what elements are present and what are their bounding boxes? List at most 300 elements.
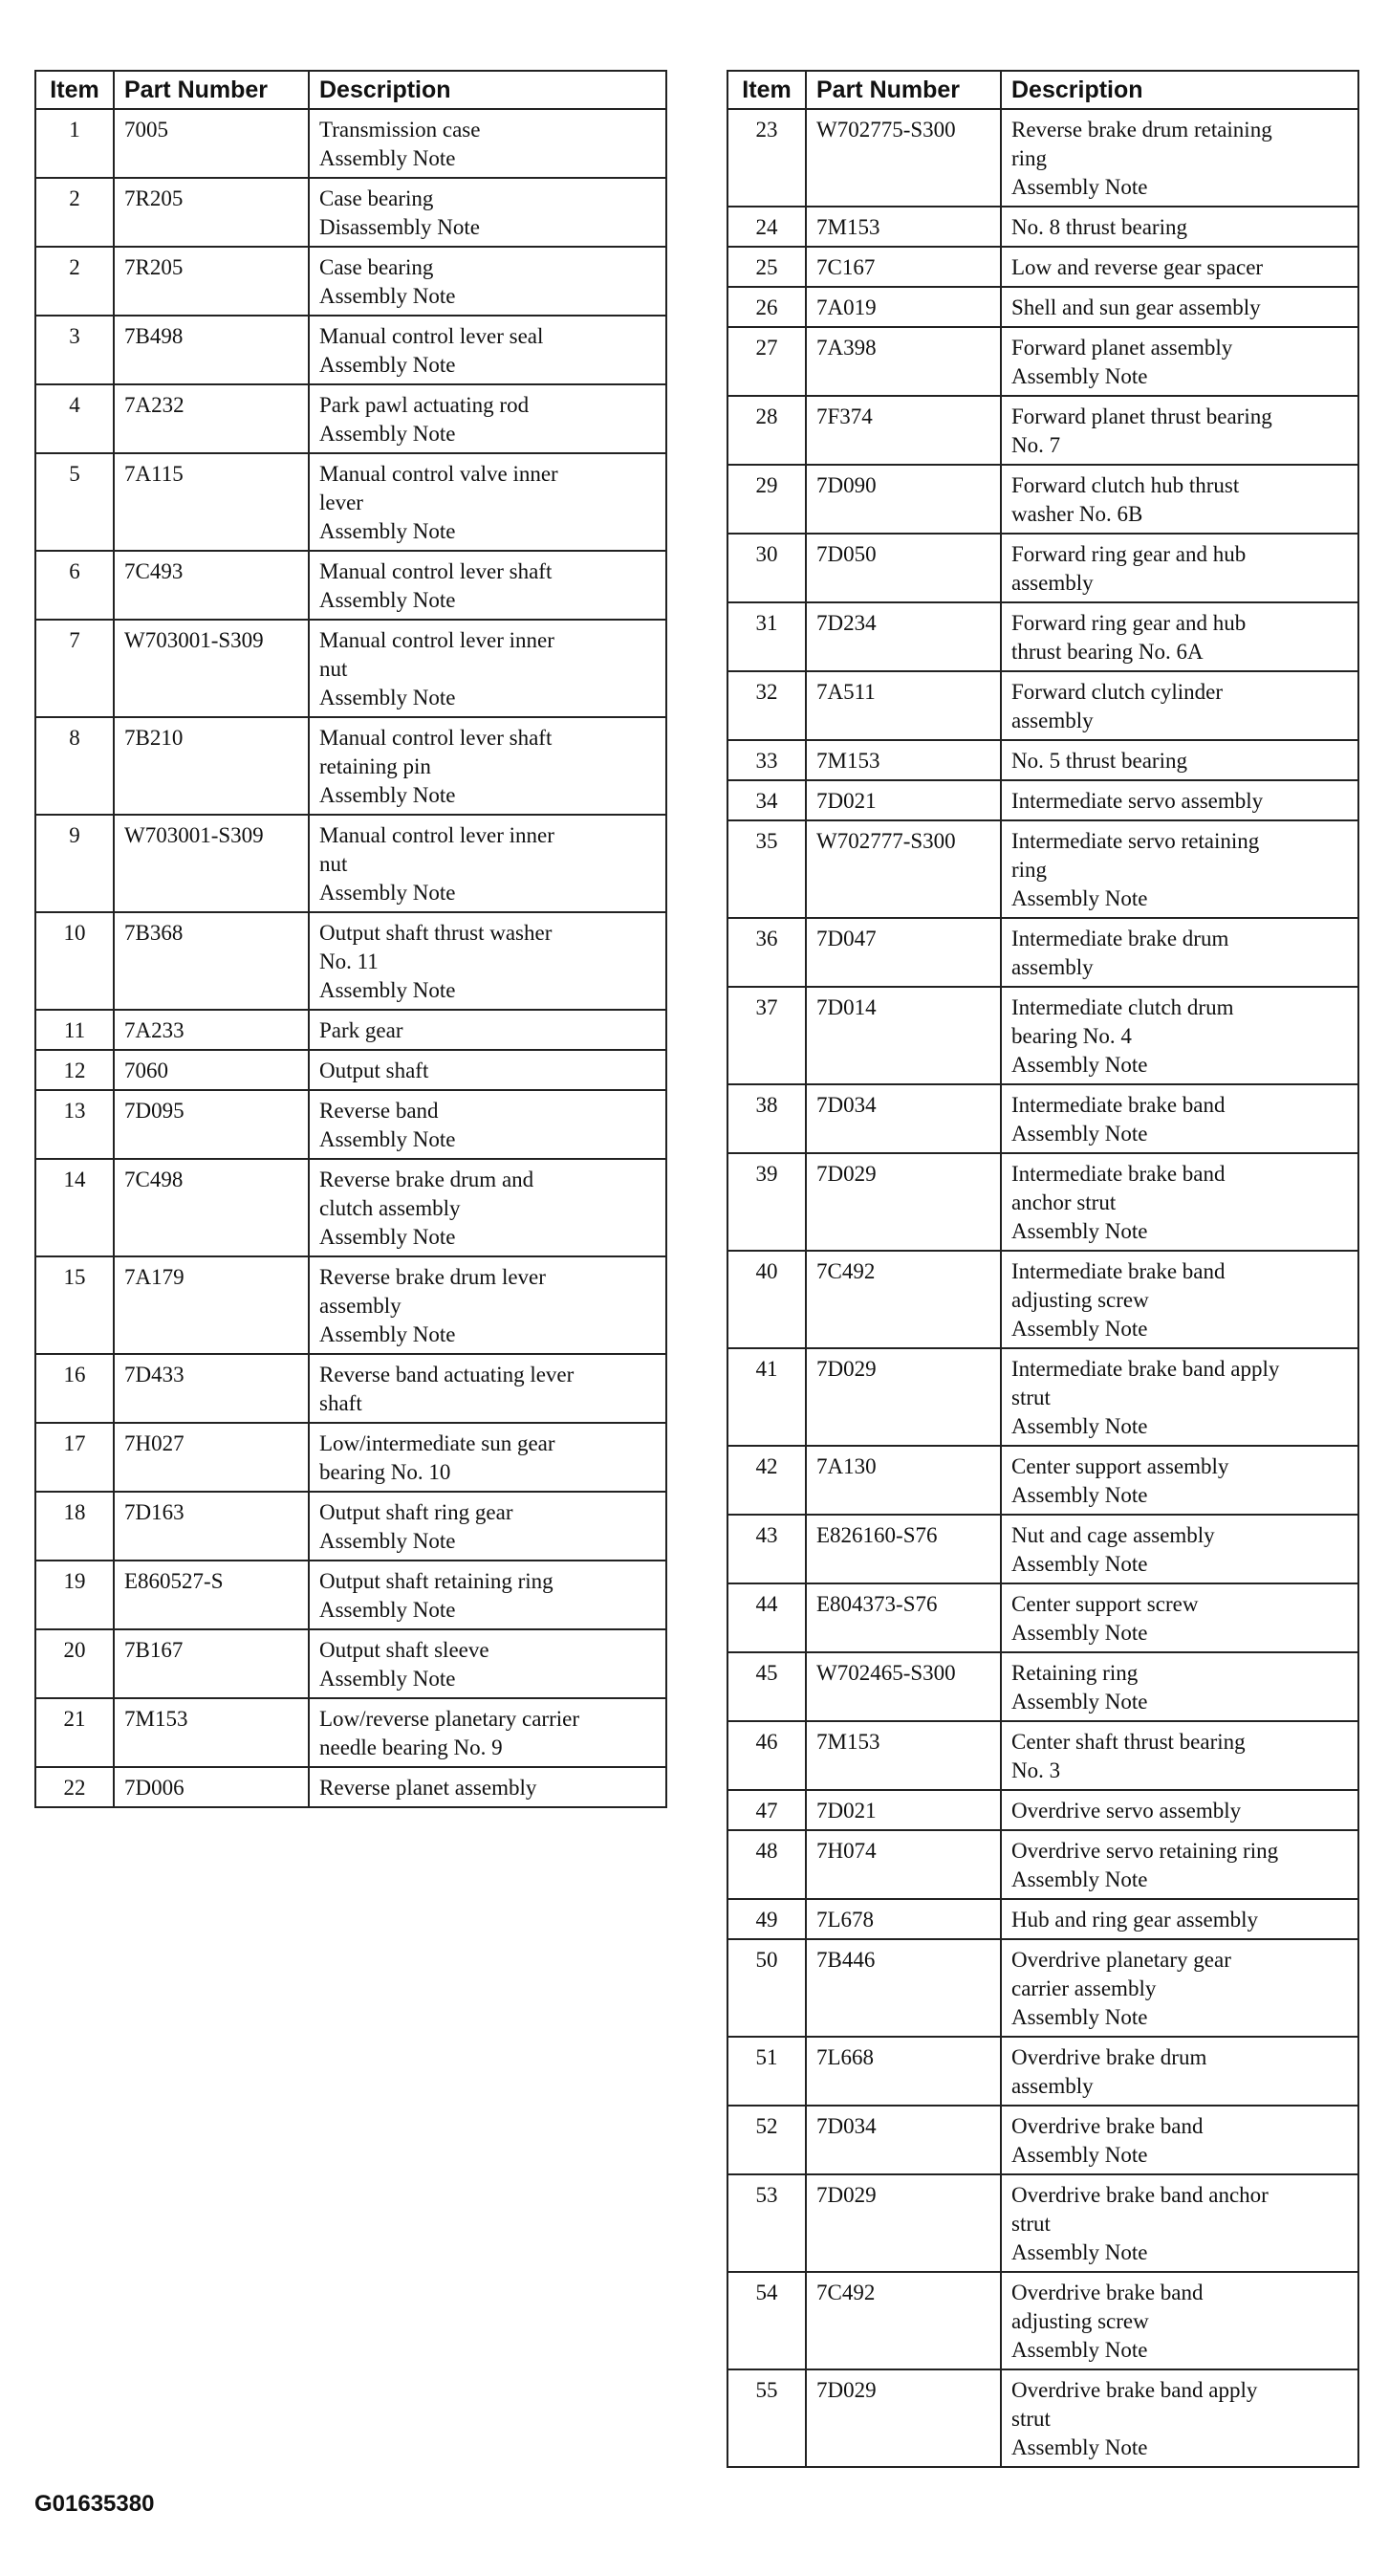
description-line: Manual control lever seal (319, 324, 544, 348)
description-line: Reverse brake drum retaining (1011, 118, 1272, 142)
description (309, 620, 666, 717)
table-row (727, 465, 1358, 534)
description-line: Nut and cage assembly (1011, 1523, 1215, 1547)
table-row (35, 1090, 666, 1159)
description (1001, 1583, 1358, 1652)
description-line: Assembly Note (319, 1529, 456, 1553)
part-number: 7D050 (806, 534, 1001, 602)
description (309, 1159, 666, 1256)
table-row (727, 1153, 1358, 1251)
table-row (35, 453, 666, 551)
item-number: 21 (35, 1698, 114, 1767)
part-number: W702775-S300 (806, 109, 1001, 207)
table-row (35, 1561, 666, 1629)
item-number: 47 (727, 1790, 806, 1830)
description-line: adjusting screw (1011, 1288, 1149, 1312)
description-line: strut (1011, 1386, 1051, 1409)
item-number: 39 (727, 1153, 806, 1251)
table-row (727, 918, 1358, 987)
description (1001, 1446, 1358, 1515)
description-line: Center shaft thrust bearing (1011, 1730, 1246, 1754)
description-line: Shell and sun gear assembly (1011, 295, 1261, 319)
header-part-number: Part Number (806, 71, 1001, 109)
description-line: Manual control lever inner (319, 628, 554, 652)
description-line: No. 8 thrust bearing (1011, 215, 1187, 239)
description (1001, 534, 1358, 602)
part-number: 7D047 (806, 918, 1001, 987)
description-line: adjusting screw (1011, 2309, 1149, 2333)
part-number: 7A019 (806, 287, 1001, 327)
part-number: 7B498 (114, 316, 309, 384)
description-line: Assembly Note (319, 686, 456, 709)
description-line: strut (1011, 2212, 1051, 2236)
description-line: Intermediate clutch drum (1011, 995, 1234, 1019)
description-line: Assembly Note (1011, 1690, 1148, 1714)
item-number: 31 (727, 602, 806, 671)
table-row (727, 671, 1358, 740)
table-row (727, 287, 1358, 327)
part-number: 7005 (114, 109, 309, 178)
part-number: 7M153 (806, 207, 1001, 247)
description-line: No. 11 (319, 950, 379, 973)
part-number: 7060 (114, 1050, 309, 1090)
item-number: 13 (35, 1090, 114, 1159)
description (1001, 1899, 1358, 1939)
description-line: Assembly Note (319, 1127, 456, 1151)
description (1001, 2272, 1358, 2369)
table-row (727, 534, 1358, 602)
table-row (35, 1256, 666, 1354)
part-number: 7H027 (114, 1423, 309, 1492)
part-number: W703001-S309 (114, 620, 309, 717)
description-line: Assembly Note (1011, 1414, 1148, 1438)
item-number: 50 (727, 1939, 806, 2037)
part-number: 7D163 (114, 1492, 309, 1561)
table-row (35, 1423, 666, 1492)
item-number: 3 (35, 316, 114, 384)
description-line: Assembly Note (319, 1598, 456, 1622)
part-number: 7B167 (114, 1629, 309, 1698)
table-row (35, 178, 666, 247)
description (309, 247, 666, 316)
item-number: 26 (727, 287, 806, 327)
description (1001, 1939, 1358, 2037)
description (309, 1629, 666, 1698)
description (1001, 1515, 1358, 1583)
description-line: Assembly Note (319, 783, 456, 807)
part-number: 7A115 (114, 453, 309, 551)
item-number: 30 (727, 534, 806, 602)
description (1001, 207, 1358, 247)
description (1001, 740, 1358, 780)
item-number: 25 (727, 247, 806, 287)
description (1001, 918, 1358, 987)
description (309, 1423, 666, 1492)
table-row (35, 551, 666, 620)
description-line: assembly (1011, 709, 1094, 732)
table-row (727, 780, 1358, 820)
table-row (727, 1084, 1358, 1153)
description-line: Assembly Note (1011, 2143, 1148, 2167)
description-line: Assembly Note (1011, 364, 1148, 388)
description-line: Reverse brake drum lever (319, 1265, 546, 1289)
description-line: assembly (1011, 2074, 1094, 2098)
description-line: Reverse band (319, 1099, 439, 1123)
table-row (35, 1492, 666, 1561)
description-line: assembly (1011, 571, 1094, 595)
item-number: 44 (727, 1583, 806, 1652)
item-number: 38 (727, 1084, 806, 1153)
description (1001, 987, 1358, 1084)
header-item: Item (727, 71, 806, 109)
item-number: 46 (727, 1721, 806, 1790)
part-number: 7B210 (114, 717, 309, 815)
description-line: Reverse band actuating lever (319, 1363, 575, 1386)
part-number: 7D029 (806, 1348, 1001, 1446)
item-number: 12 (35, 1050, 114, 1090)
parts-table-right (727, 70, 1359, 2468)
item-number: 28 (727, 396, 806, 465)
description-line: Overdrive brake drum (1011, 2045, 1207, 2069)
table-row (727, 1790, 1358, 1830)
description (309, 453, 666, 551)
description (1001, 287, 1358, 327)
description-line: Intermediate brake band apply (1011, 1357, 1280, 1381)
item-number: 43 (727, 1515, 806, 1583)
table-row (35, 316, 666, 384)
part-number: 7A232 (114, 384, 309, 453)
table-row (727, 109, 1358, 207)
parts-table-left (34, 70, 667, 1808)
part-number: 7A511 (806, 671, 1001, 740)
item-number: 11 (35, 1010, 114, 1050)
part-number: 7C493 (114, 551, 309, 620)
table-row (727, 1251, 1358, 1348)
description-line: Overdrive servo retaining ring (1011, 1839, 1279, 1863)
part-number: 7R205 (114, 178, 309, 247)
item-number: 33 (727, 740, 806, 780)
description (309, 1050, 666, 1090)
part-number: E860527-S (114, 1561, 309, 1629)
description-line: carrier assembly (1011, 1976, 1157, 2000)
description-line: bearing No. 4 (1011, 1024, 1132, 1048)
description-line: Case bearing (319, 255, 434, 279)
description (309, 1698, 666, 1767)
description-line: Retaining ring (1011, 1661, 1139, 1685)
header-item: Item (35, 71, 114, 109)
item-number: 16 (35, 1354, 114, 1423)
part-number: E804373-S76 (806, 1583, 1001, 1652)
description-line: Assembly Note (1011, 2338, 1148, 2362)
description-line: Low/intermediate sun gear (319, 1431, 555, 1455)
item-number: 19 (35, 1561, 114, 1629)
description-line: Overdrive brake band apply (1011, 2378, 1258, 2402)
description-line: No. 7 (1011, 433, 1061, 457)
description-line: Intermediate brake band (1011, 1162, 1226, 1186)
description-line: needle bearing No. 9 (319, 1736, 503, 1759)
item-number: 4 (35, 384, 114, 453)
description-line: lever (319, 491, 363, 514)
description-line: assembly (1011, 955, 1094, 979)
part-number: 7D029 (806, 1153, 1001, 1251)
part-number: 7C492 (806, 2272, 1001, 2369)
description-line: Forward planet thrust bearing (1011, 404, 1272, 428)
description-line: nut (319, 657, 348, 681)
description-line: Forward ring gear and hub (1011, 542, 1247, 566)
description-line: Overdrive brake band (1011, 2114, 1204, 2138)
description-line: Assembly Note (1011, 886, 1148, 910)
item-number: 34 (727, 780, 806, 820)
description-line: nut (319, 852, 348, 876)
item-number: 22 (35, 1767, 114, 1807)
table-row (35, 1354, 666, 1423)
description-line: Assembly Note (319, 588, 456, 612)
description-line: Assembly Note (319, 1322, 456, 1346)
table-row (35, 815, 666, 912)
description-line: Manual control lever shaft (319, 726, 553, 750)
table-row (35, 912, 666, 1010)
part-number: 7D029 (806, 2174, 1001, 2272)
table-row (727, 1446, 1358, 1515)
description-line: Assembly Note (319, 978, 456, 1002)
table-row (727, 2369, 1358, 2467)
part-number: 7L678 (806, 1899, 1001, 1939)
description (1001, 465, 1358, 534)
description-line: Forward clutch hub thrust (1011, 473, 1240, 497)
description-line: Assembly Note (319, 284, 456, 308)
table-row (727, 1583, 1358, 1652)
description (309, 717, 666, 815)
description (1001, 2037, 1358, 2106)
description (1001, 602, 1358, 671)
description (1001, 1721, 1358, 1790)
table-row (35, 1159, 666, 1256)
description-line: No. 5 thrust bearing (1011, 749, 1187, 773)
item-number: 5 (35, 453, 114, 551)
item-number: 7 (35, 620, 114, 717)
item-number: 51 (727, 2037, 806, 2106)
item-number: 55 (727, 2369, 806, 2467)
description-line: Transmission case (319, 118, 481, 142)
item-number: 14 (35, 1159, 114, 1256)
part-number: 7D014 (806, 987, 1001, 1084)
item-number: 36 (727, 918, 806, 987)
table-row (35, 1629, 666, 1698)
item-number: 9 (35, 815, 114, 912)
description-line: Output shaft retaining ring (319, 1569, 553, 1593)
description (1001, 2106, 1358, 2174)
item-number: 48 (727, 1830, 806, 1899)
part-number: 7D090 (806, 465, 1001, 534)
table-row (35, 1767, 666, 1807)
description (309, 1256, 666, 1354)
table-row (727, 1515, 1358, 1583)
description-line: Assembly Note (1011, 1219, 1148, 1243)
description-line: Assembly Note (319, 353, 456, 377)
part-number: 7D095 (114, 1090, 309, 1159)
table-row (727, 1939, 1358, 2037)
description-line: Assembly Note (1011, 1053, 1148, 1077)
description-line: Manual control lever shaft (319, 559, 553, 583)
description-line: Disassembly Note (319, 215, 481, 239)
description-line: Park gear (319, 1018, 403, 1042)
item-number: 24 (727, 207, 806, 247)
description-line: Manual control lever inner (319, 823, 554, 847)
table-row (727, 1721, 1358, 1790)
description-line: thrust bearing No. 6A (1011, 640, 1204, 664)
item-number: 8 (35, 717, 114, 815)
description-line: Output shaft sleeve (319, 1638, 489, 1662)
description-line: Assembly Note (1011, 1483, 1148, 1507)
description (309, 316, 666, 384)
description (309, 1010, 666, 1050)
item-number: 18 (35, 1492, 114, 1561)
description (309, 551, 666, 620)
description (1001, 396, 1358, 465)
part-number: 7D234 (806, 602, 1001, 671)
description-line: clutch assembly (319, 1196, 461, 1220)
description-line: ring (1011, 858, 1048, 882)
description-line: Assembly Note (319, 422, 456, 446)
part-number: 7C498 (114, 1159, 309, 1256)
description-line: Intermediate brake band (1011, 1093, 1226, 1117)
header-description: Description (309, 71, 666, 109)
table-row (727, 602, 1358, 671)
description-line: Intermediate servo assembly (1011, 789, 1264, 813)
part-number: 7D021 (806, 1790, 1001, 1830)
item-number: 10 (35, 912, 114, 1010)
description-line: Low/reverse planetary carrier (319, 1707, 580, 1731)
description-line: Center support assembly (1011, 1454, 1229, 1478)
description-line: Assembly Note (1011, 1867, 1148, 1891)
description-line: Assembly Note (319, 1667, 456, 1691)
header-part-number: Part Number (114, 71, 309, 109)
description (309, 815, 666, 912)
description-line: Intermediate brake band (1011, 1259, 1226, 1283)
description-line: Assembly Note (1011, 2240, 1148, 2264)
item-number: 2 (35, 178, 114, 247)
description (1001, 1790, 1358, 1830)
description (309, 384, 666, 453)
item-number: 2 (35, 247, 114, 316)
part-number: 7R205 (114, 247, 309, 316)
description-line: Center support screw (1011, 1592, 1199, 1616)
item-number: 40 (727, 1251, 806, 1348)
description-line: Assembly Note (1011, 2435, 1148, 2459)
item-number: 45 (727, 1652, 806, 1721)
item-number: 35 (727, 820, 806, 918)
item-number: 6 (35, 551, 114, 620)
description (309, 1090, 666, 1159)
description (1001, 2369, 1358, 2467)
description (1001, 247, 1358, 287)
description-line: Reverse brake drum and (319, 1168, 534, 1191)
description-line: washer No. 6B (1011, 502, 1143, 526)
item-number: 53 (727, 2174, 806, 2272)
part-number: 7A179 (114, 1256, 309, 1354)
description (1001, 109, 1358, 207)
description (1001, 1153, 1358, 1251)
description-line: Intermediate servo retaining (1011, 829, 1260, 853)
part-number: 7D433 (114, 1354, 309, 1423)
part-number: 7L668 (806, 2037, 1001, 2106)
description-line: Overdrive brake band anchor (1011, 2183, 1269, 2207)
description-line: No. 3 (1011, 1758, 1061, 1782)
table-row (727, 740, 1358, 780)
description-line: Reverse planet assembly (319, 1776, 537, 1800)
description (309, 1492, 666, 1561)
description-line: Intermediate brake drum (1011, 927, 1229, 950)
item-number: 1 (35, 109, 114, 178)
part-number: 7C492 (806, 1251, 1001, 1348)
description-line: Forward clutch cylinder (1011, 680, 1223, 704)
description-line: Assembly Note (1011, 2005, 1148, 2029)
part-number: 7A130 (806, 1446, 1001, 1515)
description-line: strut (1011, 2407, 1051, 2431)
description-line: Case bearing (319, 186, 434, 210)
table-row (727, 987, 1358, 1084)
part-number: 7B446 (806, 1939, 1001, 2037)
description (1001, 780, 1358, 820)
description-line: Assembly Note (319, 519, 456, 543)
parts-table-left-body (35, 109, 666, 1807)
description (309, 1354, 666, 1423)
item-number: 27 (727, 327, 806, 396)
description-line: Assembly Note (1011, 1317, 1148, 1341)
table-row (35, 1010, 666, 1050)
item-number: 17 (35, 1423, 114, 1492)
table-row (35, 109, 666, 178)
parts-table-right-body (727, 109, 1358, 2467)
header-description: Description (1001, 71, 1358, 109)
item-number: 32 (727, 671, 806, 740)
figure-id: G01635380 (34, 2491, 155, 2517)
description (1001, 327, 1358, 396)
description-line: anchor strut (1011, 1190, 1117, 1214)
description-line: Assembly Note (319, 881, 456, 905)
description-line: bearing No. 10 (319, 1460, 451, 1484)
description-line: assembly (319, 1294, 402, 1318)
description-line: Output shaft ring gear (319, 1500, 513, 1524)
description (1001, 1251, 1358, 1348)
part-number: 7M153 (114, 1698, 309, 1767)
table-row (35, 620, 666, 717)
table-row (727, 1652, 1358, 1721)
table-row (727, 2037, 1358, 2106)
part-number: 7H074 (806, 1830, 1001, 1899)
table-row (727, 207, 1358, 247)
description-line: Output shaft thrust washer (319, 921, 553, 945)
description (309, 1561, 666, 1629)
part-number: 7D034 (806, 1084, 1001, 1153)
item-number: 49 (727, 1899, 806, 1939)
description-line: Manual control valve inner (319, 462, 558, 486)
table-row (727, 2174, 1358, 2272)
description-line: Assembly Note (319, 1225, 456, 1249)
description-line: Assembly Note (1011, 175, 1148, 199)
item-number: 41 (727, 1348, 806, 1446)
description-line: Park pawl actuating rod (319, 393, 530, 417)
table-row (35, 1698, 666, 1767)
description-line: Overdrive brake band (1011, 2281, 1204, 2304)
item-number: 54 (727, 2272, 806, 2369)
description (1001, 1084, 1358, 1153)
item-number: 29 (727, 465, 806, 534)
part-number: W702465-S300 (806, 1652, 1001, 1721)
part-number: 7F374 (806, 396, 1001, 465)
table-row (35, 384, 666, 453)
part-number: W703001-S309 (114, 815, 309, 912)
